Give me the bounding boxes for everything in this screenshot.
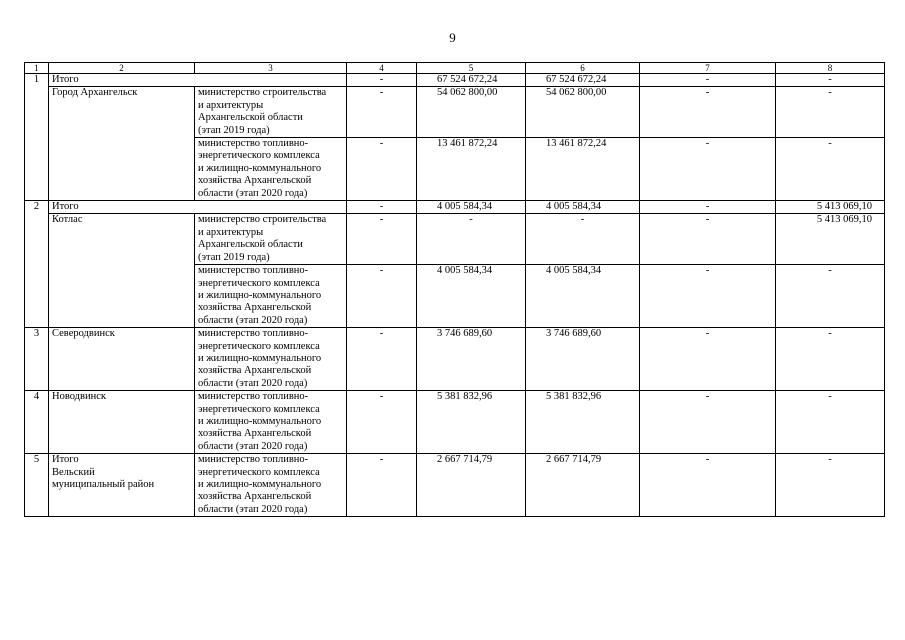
ministry-line: и жилищно-коммунального: [198, 162, 322, 174]
cell-col5: 4 005 584,34: [417, 265, 526, 328]
cell-col4: -: [347, 138, 417, 201]
cell-col6: 13 461 872,24: [526, 138, 640, 201]
cell-col5: -: [417, 214, 526, 265]
row-number: 4: [25, 391, 49, 454]
column-number: 7: [640, 63, 776, 74]
ministry-line: энергетического комплекса: [198, 466, 320, 478]
column-number: 4: [347, 63, 417, 74]
table-row: [25, 214, 885, 265]
cell-col5: 2 667 714,79: [417, 454, 526, 517]
ministry-line: энергетического комплекса: [198, 277, 320, 289]
cell-col5: 4 005 584,34: [417, 201, 526, 214]
ministry-line: и жилищно-коммунального: [198, 352, 322, 364]
cell-col8: -: [776, 74, 885, 87]
ministry-line: и жилищно-коммунального: [198, 415, 322, 427]
cell-col6: 2 667 714,79: [526, 454, 640, 517]
municipality-name: [49, 454, 195, 517]
row-number: 1: [25, 74, 49, 201]
cell-col4: -: [347, 265, 417, 328]
cell-col7: -: [640, 201, 776, 214]
ministry-line: области (этап 2020 года): [198, 187, 308, 199]
municipality-line: Итого: [52, 454, 79, 466]
municipality-name: Новодвинск: [49, 391, 195, 454]
page-number: 9: [449, 30, 456, 45]
ministry-line: Архангельской области: [198, 112, 303, 124]
cell-col6: -: [526, 214, 640, 265]
ministry-line: энергетического комплекса: [198, 403, 320, 415]
cell-col8: -: [776, 87, 885, 138]
ministry-line: и архитектуры: [198, 99, 264, 111]
table-row: [25, 201, 885, 214]
cell-col8: -: [776, 391, 885, 454]
row-number: 2: [25, 201, 49, 328]
ministry-line: хозяйства Архангельской: [198, 491, 312, 503]
cell-col4: -: [347, 328, 417, 391]
table-row: [25, 391, 885, 454]
cell-col8: 5 413 069,10: [776, 214, 885, 265]
cell-col5: 5 381 832,96: [417, 391, 526, 454]
cell-col4: -: [347, 74, 417, 87]
table-row: [25, 87, 885, 138]
cell-col5: 54 062 800,00: [417, 87, 526, 138]
municipality-line: муниципальный район: [52, 479, 155, 490]
cell-col4: -: [347, 201, 417, 214]
municipality-line: Вельский: [52, 466, 95, 478]
ministry-cell: [195, 214, 347, 265]
cell-col7: -: [640, 87, 776, 138]
cell-col4: -: [347, 454, 417, 517]
column-number: 2: [49, 63, 195, 74]
budget-table: [24, 62, 885, 517]
ministry-line: хозяйства Архангельской: [198, 365, 312, 377]
ministry-line: области (этап 2020 года): [198, 503, 308, 515]
cell-col4: -: [347, 87, 417, 138]
column-number-row: [25, 63, 885, 74]
cell-col6: 54 062 800,00: [526, 87, 640, 138]
cell-col7: -: [640, 138, 776, 201]
cell-col5: 67 524 672,24: [417, 74, 526, 87]
total-label: Итого: [49, 74, 347, 87]
municipality-name: Котлас: [49, 214, 195, 328]
ministry-line: министерство топливно-: [198, 138, 309, 150]
ministry-line: и жилищно-коммунального: [198, 289, 322, 301]
ministry-line: области (этап 2020 года): [198, 314, 308, 326]
row-number: 3: [25, 328, 49, 391]
cell-col6: 4 005 584,34: [526, 265, 640, 328]
ministry-line: области (этап 2020 года): [198, 377, 308, 389]
ministry-line: (этап 2019 года): [198, 124, 270, 136]
ministry-line: министерство топливно-: [198, 328, 309, 340]
ministry-cell: [195, 265, 347, 328]
column-number: 6: [526, 63, 640, 74]
ministry-cell: [195, 391, 347, 454]
cell-col6: 3 746 689,60: [526, 328, 640, 391]
municipality-name: Северодвинск: [49, 328, 195, 391]
table-row: [25, 328, 885, 391]
cell-col8: 5 413 069,10: [776, 201, 885, 214]
cell-col5: 13 461 872,24: [417, 138, 526, 201]
ministry-line: (этап 2019 года): [198, 251, 270, 263]
cell-col7: -: [640, 328, 776, 391]
cell-col4: -: [347, 391, 417, 454]
ministry-line: Архангельской области: [198, 239, 303, 251]
column-number: 8: [776, 63, 885, 74]
cell-col7: -: [640, 74, 776, 87]
cell-col5: 3 746 689,60: [417, 328, 526, 391]
ministry-line: хозяйства Архангельской: [198, 302, 312, 314]
cell-col7: -: [640, 214, 776, 265]
cell-col6: 5 381 832,96: [526, 391, 640, 454]
municipality-name: Город Архангельск: [49, 87, 195, 201]
ministry-line: министерство строительства: [198, 214, 327, 226]
ministry-line: министерство топливно-: [198, 391, 309, 403]
ministry-line: и жилищно-коммунального: [198, 479, 322, 490]
ministry-cell: [195, 454, 347, 517]
column-number: 5: [417, 63, 526, 74]
table-row: [25, 74, 885, 87]
cell-col8: -: [776, 328, 885, 391]
ministry-cell: [195, 328, 347, 391]
cell-col7: -: [640, 265, 776, 328]
ministry-line: хозяйства Архангельской: [198, 175, 312, 187]
cell-col6: 67 524 672,24: [526, 74, 640, 87]
cell-col8: -: [776, 138, 885, 201]
column-number: 1: [25, 63, 49, 74]
ministry-cell: [195, 138, 347, 201]
table-row: [25, 454, 885, 517]
cell-col6: 4 005 584,34: [526, 201, 640, 214]
cell-col7: -: [640, 454, 776, 517]
cell-col8: -: [776, 265, 885, 328]
column-number: 3: [195, 63, 347, 74]
ministry-line: и архитектуры: [198, 226, 264, 238]
ministry-line: министерство топливно-: [198, 454, 309, 466]
cell-col7: -: [640, 391, 776, 454]
total-label: Итого: [49, 201, 347, 214]
ministry-line: министерство строительства: [198, 87, 327, 99]
cell-col4: -: [347, 214, 417, 265]
ministry-line: области (этап 2020 года): [198, 440, 308, 452]
ministry-line: хозяйства Архангельской: [198, 428, 312, 440]
ministry-line: министерство топливно-: [198, 265, 309, 277]
ministry-line: энергетического комплекса: [198, 150, 320, 162]
ministry-line: энергетического комплекса: [198, 340, 320, 352]
row-number: 5: [25, 454, 49, 517]
ministry-cell: [195, 87, 347, 138]
cell-col8: -: [776, 454, 885, 517]
